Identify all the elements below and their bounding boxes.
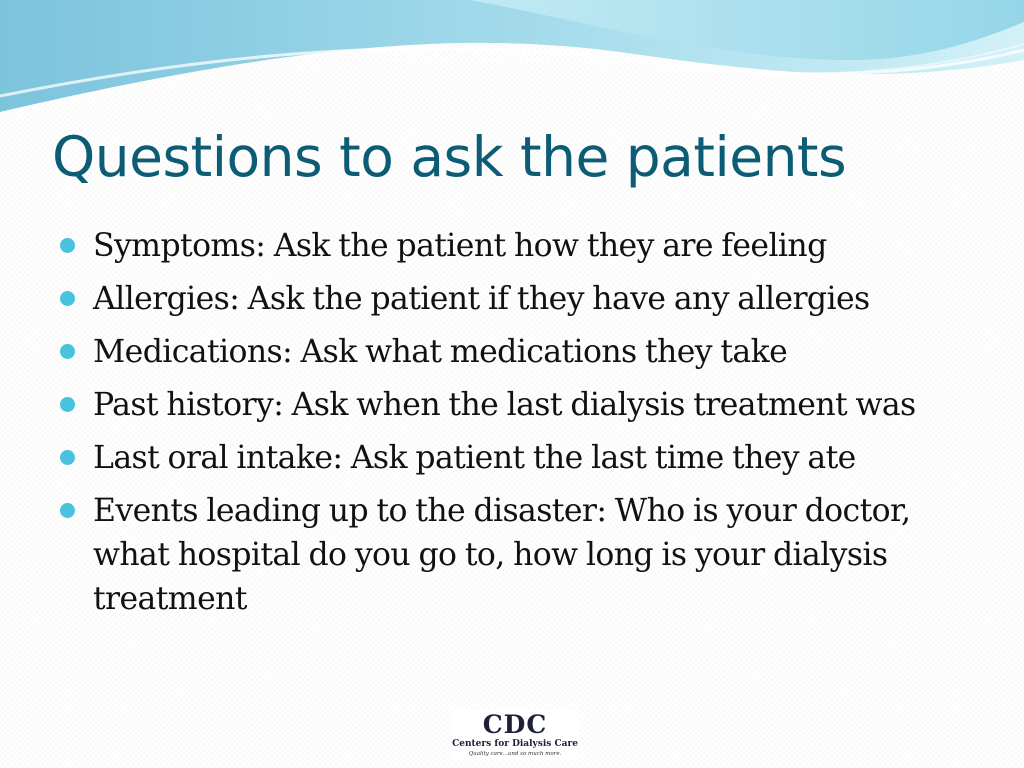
- bullet-dot-icon: [60, 291, 75, 306]
- bullet-item-last-oral-intake: [60, 436, 970, 480]
- slide-title: Questions to ask the patients: [52, 125, 847, 189]
- bullet-dot-icon: [60, 344, 75, 359]
- cdc-logo: [452, 710, 578, 760]
- bullet-dot-icon: [60, 238, 75, 253]
- logo-mark: CDC: [482, 710, 548, 739]
- bullet-dot-icon: [60, 450, 75, 465]
- logo-tagline: Quality care...and so much more.: [468, 751, 562, 757]
- bullet-text: Past history: Ask when the last dialysis treatment was: [93, 387, 916, 423]
- logo-name: Centers for Dialysis Care: [452, 739, 578, 749]
- bullet-text: Events leading up to the disaster: Who is your doctor, what hospital do you go to, how long is your dialysis treatment: [93, 493, 911, 617]
- bullet-item-symptoms: [60, 224, 970, 268]
- bullet-text: Medications: Ask what medications they take: [93, 334, 788, 370]
- bullet-dot-icon: [60, 503, 75, 518]
- bullet-text: Symptoms: Ask the patient how they are feeling: [93, 228, 827, 264]
- bullet-item-events: [60, 489, 970, 621]
- bullet-item-medications: [60, 330, 970, 374]
- bullet-list: [60, 224, 970, 630]
- bullet-item-past-history: [60, 383, 970, 427]
- bullet-text: Allergies: Ask the patient if they have any allergies: [93, 281, 870, 317]
- bullet-text: Last oral intake: Ask patient the last time they ate: [93, 440, 856, 476]
- header-wave-decoration: [0, 0, 1024, 120]
- bullet-item-allergies: [60, 277, 970, 321]
- bullet-dot-icon: [60, 397, 75, 412]
